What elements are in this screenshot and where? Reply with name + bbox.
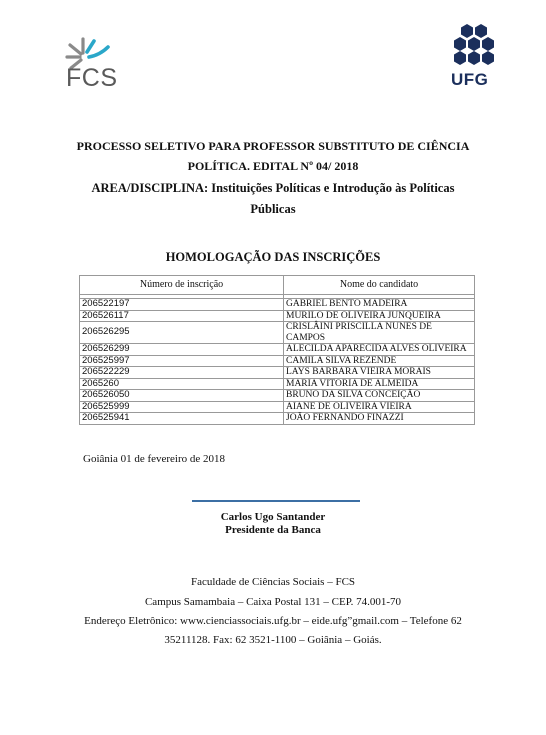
signature-line [192, 500, 360, 502]
table-row [80, 390, 475, 402]
header-candidate-name: Nome do candidato [284, 276, 475, 295]
candidate-name: LAYS BARBARA VIEIRA MORAIS [284, 367, 475, 379]
candidate-name: CAMILA SILVA REZENDE [284, 355, 475, 367]
table-row [80, 378, 475, 390]
header-registration-number: Número de inscrição [80, 276, 284, 295]
candidate-name: AIANE DE OLIVEIRA VIEIRA [284, 401, 475, 413]
candidate-name: ALECILDA APARECIDA ALVES OLIVEIRA [284, 344, 475, 356]
candidate-name: CRISLÂINI PRISCILLA NUNES DE CAMPOS [284, 322, 475, 344]
table-row [80, 310, 475, 322]
registration-number: 206526050 [80, 390, 284, 402]
area-line-1: AREA/DISCIPLINA: Instituições Políticas e Introdução às Políticas [91, 181, 455, 195]
candidate-name: BRUNO DA SILVA CONCEIÇÃO [284, 390, 475, 402]
table-row [80, 322, 475, 344]
table-row [80, 413, 475, 425]
table-header-row [80, 276, 475, 295]
registrations-table [79, 275, 475, 425]
candidate-name: MARIA VITORIA DE ALMEIDA [284, 378, 475, 390]
registration-number: 206526117 [80, 310, 284, 322]
registration-number: 206522197 [80, 299, 284, 311]
table-row [80, 367, 475, 379]
table-row [80, 355, 475, 367]
registration-number: 206525997 [80, 355, 284, 367]
fcs-logo-text: FCS [66, 64, 118, 92]
place-date: Goiânia 01 de fevereiro de 2018 [83, 453, 226, 465]
registration-number: 206526295 [80, 322, 284, 344]
section-title: HOMOLOGAÇÃO DAS INSCRIÇÕES [165, 250, 381, 264]
footer-line-4: 35211128. Fax: 62 3521-1100 – Goiânia – Goiás. [164, 634, 382, 646]
candidate-name: JOÃO FERNANDO FINAZZI [284, 413, 475, 425]
candidate-name: GABRIEL BENTO MADEIRA [284, 299, 475, 311]
signatory-name: Carlos Ugo Santander [220, 511, 326, 523]
title-line-1: PROCESSO SELETIVO PARA PROFESSOR SUBSTITUTO DE CIÊNCIA [76, 139, 470, 153]
candidate-name: MURILO DE OLIVEIRA JUNQUEIRA [284, 310, 475, 322]
area-line-2: Públicas [250, 202, 296, 216]
registration-number: 206526299 [80, 344, 284, 356]
registration-number: 2065260 [80, 378, 284, 390]
table-row [80, 299, 475, 311]
table-row [80, 344, 475, 356]
title-line-2: POLÍTICA. EDITAL Nº 04/ 2018 [187, 159, 359, 173]
ufg-logo-text: UFG [451, 70, 489, 89]
registration-number: 206522229 [80, 367, 284, 379]
table-row [80, 401, 475, 413]
footer-line-2: Campus Samambaia – Caixa Postal 131 – CEP. 74.001-70 [144, 596, 402, 608]
registration-number: 206525941 [80, 413, 284, 425]
footer-line-1: Faculdade de Ciências Sociais – FCS [190, 576, 356, 588]
signatory-role: Presidente da Banca [225, 524, 321, 536]
footer-line-3: Endereço Eletrônico: www.cienciassociais.ufg.br – eide.ufg”gmail.com – Telefone 62 [84, 615, 462, 627]
registration-number: 206525999 [80, 401, 284, 413]
ufg-logo-icon [448, 22, 498, 72]
